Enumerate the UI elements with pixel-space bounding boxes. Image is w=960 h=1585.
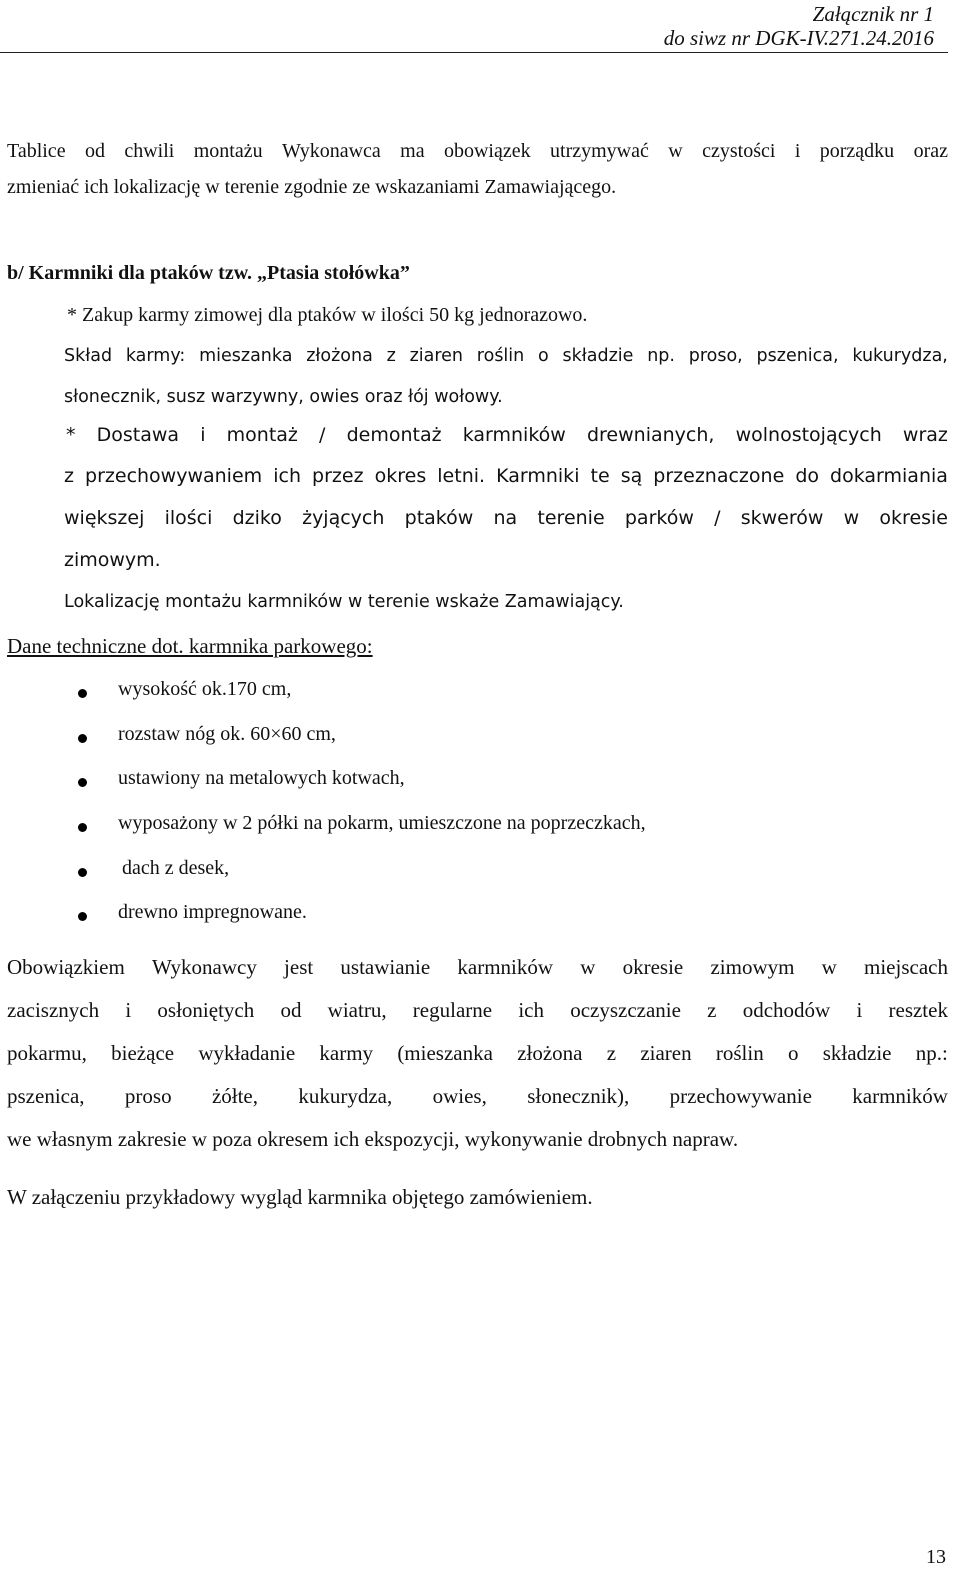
word: przechowywanie (669, 1084, 812, 1108)
word: przeznaczone (653, 465, 785, 487)
word: do (795, 465, 819, 487)
word: i (794, 140, 801, 162)
bullet-icon (78, 778, 87, 787)
word: złożona (517, 1041, 583, 1065)
word: zimowym (710, 955, 795, 979)
word: w (580, 955, 596, 979)
word: Skład (64, 346, 113, 366)
word: ptaków (404, 507, 474, 529)
word: kukurydza, (298, 1084, 393, 1108)
bullet-icon (78, 689, 87, 698)
page-number: 13 (926, 1546, 946, 1568)
word: oczyszczanie (570, 998, 681, 1022)
tech-item-shelves: wyposażony w 2 półki na pokarm, umieszczone na poprzeczkach, (118, 812, 646, 834)
word: drewnianych, (586, 424, 715, 446)
bullet-icon (78, 823, 87, 832)
tech-data-heading: Dane techniczne dot. karmnika parkowego: (7, 634, 373, 658)
word: porządku (819, 140, 895, 162)
word: montaż (226, 424, 298, 446)
word: okresie (879, 507, 948, 529)
word: wiatru, (327, 998, 387, 1022)
word: ilości (164, 507, 213, 529)
word: parków (624, 507, 694, 529)
word: wraz (902, 424, 948, 446)
feed-purchase-line: * Zakup karmy zimowej dla ptaków w ilości 50 kg jednorazowo. (67, 304, 588, 326)
obligations-line-5: we własnym zakresie w poza okresem ich ekspozycji, wykonywanie drobnych napraw. (7, 1127, 739, 1151)
word: skwerów (740, 507, 824, 529)
word: żyjących (302, 507, 385, 529)
closing-sentence: W załączeniu przykładowy wygląd karmnika objętego zamówieniem. (7, 1185, 593, 1209)
word: przechowywaniem (85, 465, 263, 487)
word: pszenica, (7, 1084, 85, 1108)
word: słonecznik), (527, 1084, 630, 1108)
word: o (538, 346, 549, 366)
word: / (714, 507, 721, 529)
obligations-line-3 (7, 1041, 948, 1066)
obligations-line-1 (7, 955, 948, 980)
word: / (319, 424, 326, 446)
bullet-icon (78, 734, 87, 743)
obligations-line-4 (7, 1084, 948, 1109)
word: zacisznych (7, 998, 100, 1022)
word: karmników (462, 424, 566, 446)
word: odchodów (742, 998, 831, 1022)
word: resztek (888, 998, 948, 1022)
tech-item-roof: dach z desek, (122, 857, 230, 879)
word: wolnostojących (735, 424, 882, 446)
word: obowiązek (443, 140, 531, 162)
word: Wykonawca (282, 140, 381, 162)
word: z (707, 998, 717, 1022)
word: demontaż (346, 424, 442, 446)
location-note: Lokalizację montażu karmników w terenie wskaże Zamawiający. (64, 592, 624, 612)
word: * (66, 424, 76, 446)
word: o (787, 1041, 799, 1065)
bullet-icon (78, 912, 87, 921)
word: regularne (412, 998, 493, 1022)
attachment-label: Załącznik nr 1 (812, 2, 934, 26)
word: np.: (915, 1041, 948, 1065)
feed-composition-line-2: słonecznik, susz warzywny, owies oraz łój wołowy. (64, 387, 503, 407)
word: na (493, 507, 518, 529)
word: bieżące (111, 1041, 175, 1065)
word: letni. (437, 465, 486, 487)
word: chwili (124, 140, 175, 162)
word: montażu (193, 140, 263, 162)
delivery-line-4: zimowym. (64, 549, 161, 571)
word: dziko (232, 507, 282, 529)
delivery-line-1 (66, 424, 948, 446)
word: wykładanie (198, 1041, 296, 1065)
word: z (606, 1041, 617, 1065)
intro-line-1 (7, 140, 948, 163)
word: i (856, 998, 863, 1022)
word: ustawianie (340, 955, 431, 979)
word: składzie (822, 1041, 892, 1065)
word: karmy (319, 1041, 374, 1065)
feed-composition-line-1 (64, 346, 948, 366)
word: składzie (562, 346, 634, 366)
word: roślin (715, 1041, 764, 1065)
word: np. (647, 346, 675, 366)
word: ich (518, 998, 544, 1022)
word: i (125, 998, 132, 1022)
word: osłoniętych (157, 998, 255, 1022)
word: dokarmiania (830, 465, 948, 487)
word: ma (400, 140, 425, 162)
word: utrzymywać (550, 140, 649, 162)
page-header (0, 0, 948, 53)
word: złożona (306, 346, 373, 366)
bullet-icon (78, 868, 87, 877)
word: ich (273, 465, 301, 487)
word: są (620, 465, 643, 487)
word: Tablice (7, 140, 66, 162)
word: ziaren (640, 1041, 692, 1065)
word: okresie (622, 955, 684, 979)
word: te (590, 465, 610, 487)
word: od (280, 998, 302, 1022)
tech-item-height: wysokość ok.170 cm, (118, 678, 292, 700)
word: karmników (457, 955, 554, 979)
tech-item-anchors: ustawiony na metalowych kotwach, (118, 767, 405, 789)
word: jest (284, 955, 314, 979)
word: w (668, 140, 683, 162)
word: pszenica, (756, 346, 839, 366)
tender-reference: do siwz nr DGK-IV.271.24.2016 (663, 26, 934, 50)
obligations-line-2 (7, 998, 948, 1023)
delivery-line-3 (64, 507, 948, 529)
section-b-heading: b/ Karmniki dla ptaków tzw. „Ptasia stołówka” (7, 262, 410, 284)
word: Karmniki (496, 465, 580, 487)
intro-line-2: zmieniać ich lokalizację w terenie zgodnie ze wskazaniami Zamawiającego. (7, 176, 617, 198)
word: terenie (537, 507, 605, 529)
word: z (386, 346, 396, 366)
word: proso, (688, 346, 743, 366)
word: czystości (702, 140, 776, 162)
word: Dostawa (96, 424, 180, 446)
word: (mieszanka (397, 1041, 493, 1065)
word: miejscach (864, 955, 948, 979)
word: z (64, 465, 74, 487)
word: karmników (852, 1084, 948, 1108)
word: od (84, 140, 105, 162)
word: Obowiązkiem (7, 955, 125, 979)
word: i (200, 424, 206, 446)
word: pokarmu, (7, 1041, 87, 1065)
word: przez (312, 465, 364, 487)
word: ziaren (409, 346, 464, 366)
word: roślin (476, 346, 525, 366)
word: w (843, 507, 860, 529)
tech-item-leg-spacing: rozstaw nóg ok. 60×60 cm, (118, 723, 336, 745)
word: proso (124, 1084, 172, 1108)
delivery-line-2 (64, 465, 948, 487)
word: oraz (913, 140, 948, 162)
word: owies, (432, 1084, 487, 1108)
word: mieszanka (199, 346, 293, 366)
word: większej (64, 507, 145, 529)
word: okres (374, 465, 427, 487)
word: kukurydza, (852, 346, 948, 366)
word: karmy: (125, 346, 186, 366)
word: w (821, 955, 837, 979)
word: żółte, (211, 1084, 258, 1108)
tech-item-wood: drewno impregnowane. (118, 901, 307, 923)
word: Wykonawcy (151, 955, 257, 979)
